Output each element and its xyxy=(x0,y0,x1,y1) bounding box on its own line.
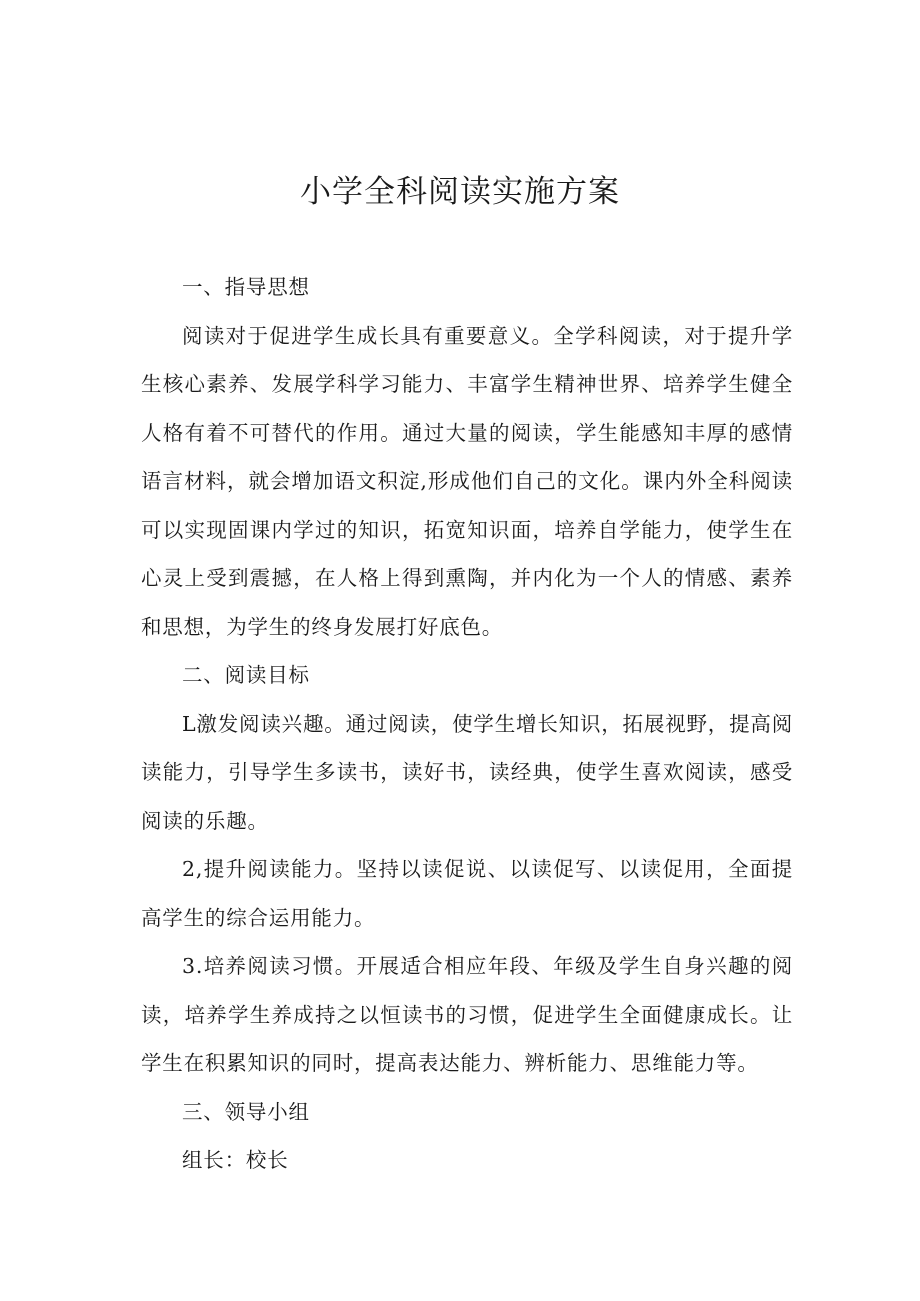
goal-item-2: 2,提升阅读能力。坚持以读促说、以读促写、以读促用，全面提高学生的综合运用能力。 xyxy=(141,857,793,930)
document-title: 小学全科阅读实施方案 xyxy=(300,174,620,210)
section-heading-reading-goals: 二、阅读目标 xyxy=(182,663,310,687)
document-body xyxy=(141,263,793,1185)
section-heading-leadership-group: 三、领导小组 xyxy=(182,1099,310,1124)
goal-item-1: L激发阅读兴趣。通过阅读，使学生增长知识，拓展视野，提高阅读能力，引导学生多读书，读好书，读经典，使学生喜欢阅读，感受阅读的乐趣。 xyxy=(141,711,793,833)
leadership-group-leader: 组长：校长 xyxy=(182,1148,289,1172)
goal-item-3: 3.培养阅读习惯。开展适合相应年段、年级及学生自身兴趣的阅读，培养学生养成持之以恒读书的习惯，促进学生全面健康成长。让学生在积累知识的同时，提高表达能力、辨析能力、思维能力等。 xyxy=(141,954,793,1075)
section-heading-guiding-thought: 一、指导思想 xyxy=(182,275,310,299)
paragraph-guiding-thought: 阅读对于促进学生成长具有重要意义。全学科阅读，对于提升学生核心素养、发展学科学习能力、丰富学生精神世界、培养学生健全人格有着不可替代的作用。通过大量的阅读，学生能感知丰厚的感情语言材料，就会增加语文积淀,形成他们自己的文化。课内外全科阅读可以实现固课内学过的知识，拓宽知识面，培养自学能力，使学生在心灵上受到震撼，在人格上得到熏陶，并内化为一个人的情感、素养和思想，为学生的终身发展打好底色。 xyxy=(141,323,793,639)
